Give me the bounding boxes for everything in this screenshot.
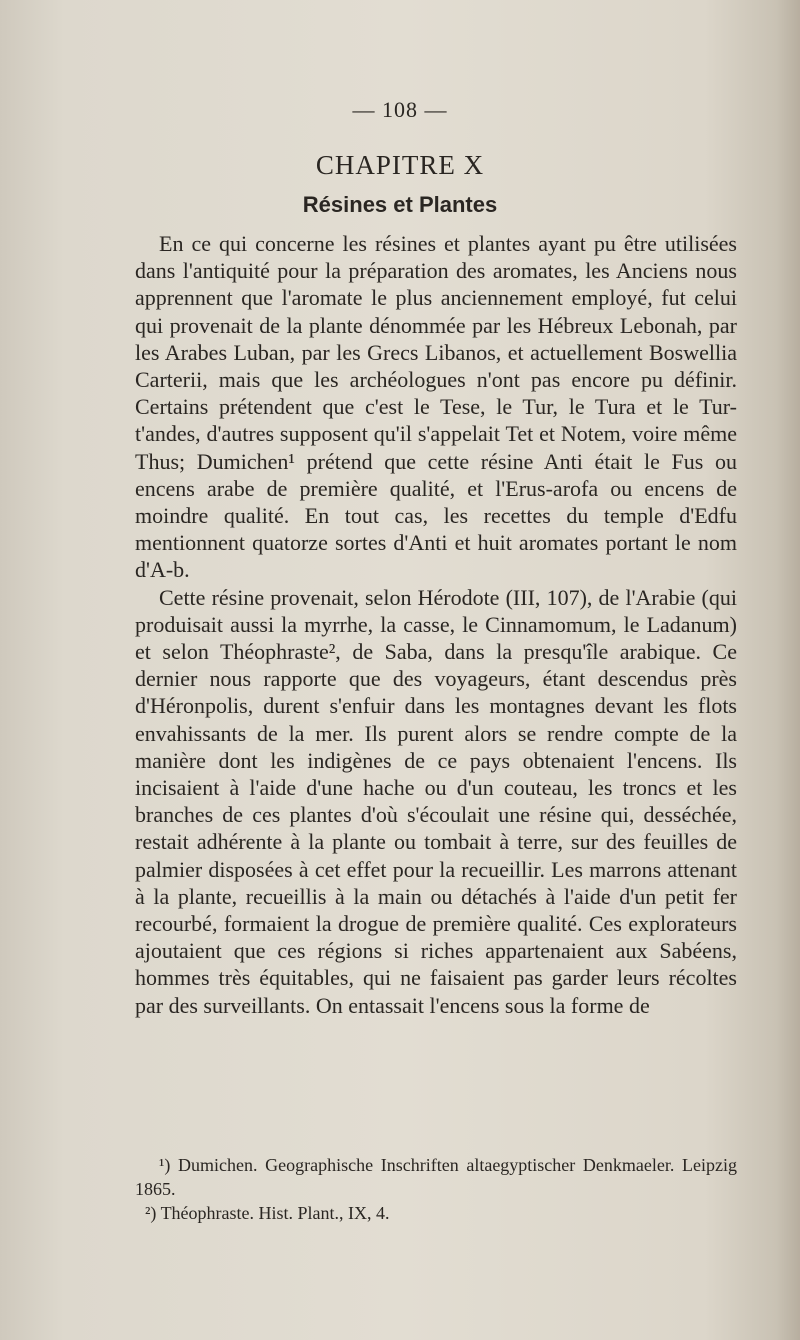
chapter-title: CHAPITRE X bbox=[315, 150, 485, 180]
page-number: — 108 — bbox=[352, 97, 448, 122]
footnote: ¹) Dumichen. Geographische Inschriften altaegyptischer Denkmaeler. Leipzig 1865. bbox=[135, 1155, 737, 1199]
paragraph: En ce qui concerne les résines et plantes ayant pu être utilisées dans l'antiquité pour la préparation des aromates, les Anciens nous apprennent que l'aromate le plus anciennement employé, fut celui qui provenait de la plante dénommée par les Hébreux Lebonah, par les Arabes Luban, par les Grecs Libanos, et actuellement Boswellia Carterii, mais que les archéologues n'ont pas encore pu définir. Certains prétendent que c'est le Tese, le Tur, le Tura et le Tur-t'andes, d'autres supposent qu'il s'appelait Tet et Notem, voire même Thus; Dumichen¹ prétend que cette résine Anti était le Fus ou encens arabe de première qualité, et l'Erus-arofa ou encens de moindre qualité. En tout cas, les recettes du temple d'Edfu mentionnent quatorze sortes d'Anti et huit aromates portant le nom d'A-b. bbox=[135, 231, 737, 583]
footnotes bbox=[135, 1153, 737, 1225]
paragraph: Cette résine provenait, selon Hérodote (III, 107), de l'Arabie (qui produisait aussi la myrrhe, la casse, le Cinnamomum, le Ladanum) et selon Théophraste², de Saba, dans la presqu'île arabique. Ce dernier nous rapporte que des voyageurs, étant descendus près d'Héronpolis, durent s'enfuir dans les montagnes devant les flots envahissants de la mer. Ils purent alors se rendre compte de la manière dont les indigènes de ce pays obtenaient l'encens. Ils incisaient à l'aide d'une hache ou d'un couteau, les troncs et les branches de ces plantes d'où s'écoulait une résine qui, desséchée, restait adhérente à la plante ou tombait à terre, sur des feuilles de palmier disposées à cet effet pour la recueillir. Les marrons attenant à la plante, recueillis à la main ou détachés à l'aide d'un petit fer recourbé, formaient la drogue de première qualité. Ces explorateurs ajoutaient que ces régions si riches appartenaient aux Sabéens, hommes très équitables, qui ne faisaient pas garder leurs récoltes par des surveillants. On entassait l'encens sous la forme de bbox=[135, 584, 737, 1018]
section-title: Résines et Plantes bbox=[302, 192, 498, 217]
body-text bbox=[135, 230, 737, 1019]
footnote: ²) Théophraste. Hist. Plant., IX, 4. bbox=[145, 1203, 390, 1223]
